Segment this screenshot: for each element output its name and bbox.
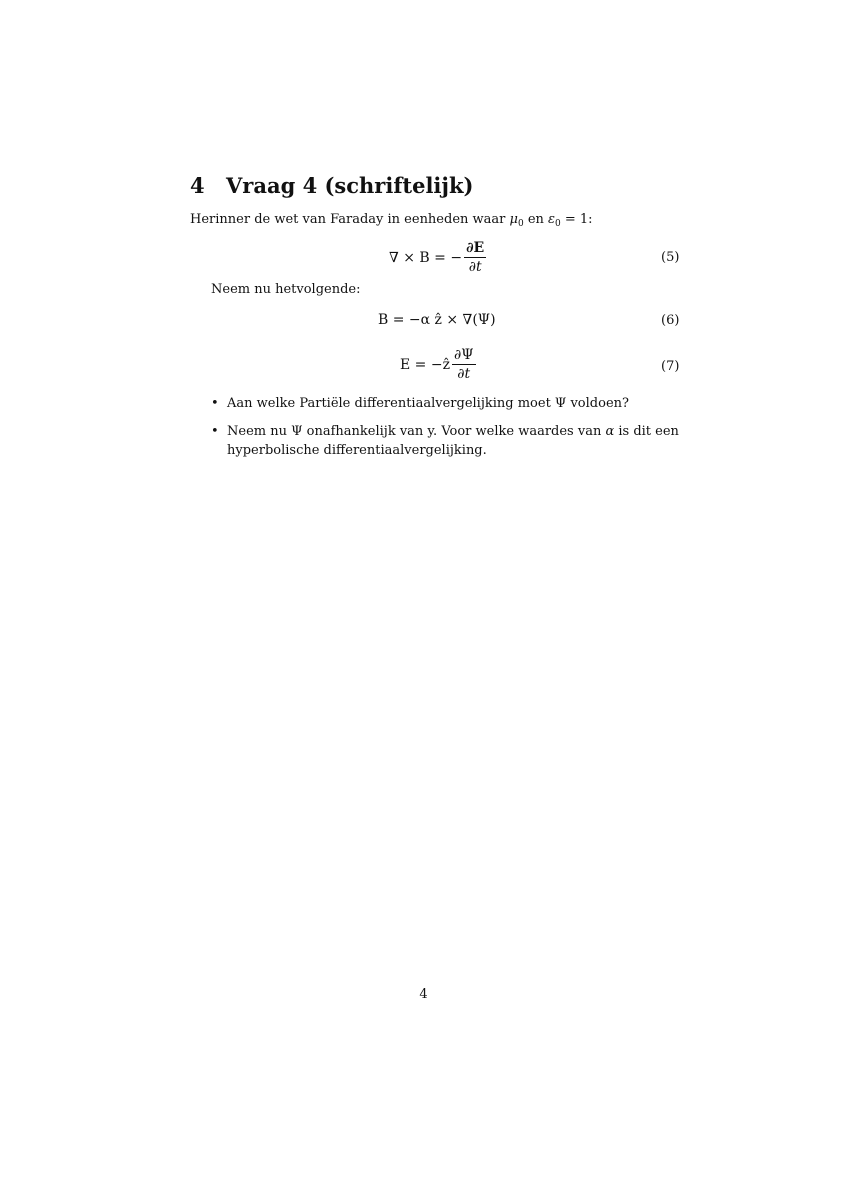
bullet-1-text-after: voldoen? [566,396,629,411]
equation-7-label: (7) [661,359,680,374]
equation-6-body: B = −α ẑ × ∇(Ψ) [378,312,496,328]
bullet-2-text-after: is dit een [614,424,679,439]
equation-5-label: (5) [661,250,680,265]
section-title: Vraag 4 (schriftelijk) [226,173,474,198]
alpha-symbol: α [605,424,615,439]
epsilon-symbol: ε [548,212,556,227]
equation-6 [378,312,496,328]
bullet-2-line-1 [227,422,692,441]
section-heading [190,173,473,198]
intro-paragraph [190,211,593,233]
bullet-2-text-mid: onafhankelijk van y. Voor welke waardes van [302,424,606,439]
equation-5 [389,240,488,275]
bullet-marker: • [211,396,219,411]
list-item [211,394,629,413]
equation-7-lhs: E = −ẑ [400,356,450,373]
equation-7-numerator: ∂Ψ [453,347,474,363]
bullet-2-text-before: Neem nu [227,424,292,439]
equation-7-denominator: ∂t [457,366,471,382]
equation-5-lhs: ∇ × B = − [389,249,463,266]
intro-text-mid: en [523,212,549,227]
equation-5-numerator: ∂E [466,240,485,256]
list-item [211,422,692,460]
equation-7-fraction [452,347,476,382]
bullet-marker: • [211,424,219,439]
mu-symbol: μ [509,212,518,227]
equation-6-label: (6) [661,313,680,328]
equation-5-denominator: ∂t [468,259,482,275]
psi-symbol: Ψ [291,424,303,439]
epsilon-subscript: 0 [555,219,561,229]
section-number: 4 [190,173,205,198]
psi-symbol: Ψ [554,396,567,411]
page-number: 4 [419,987,428,1002]
equation-7 [400,347,478,382]
intro-text-before: Herinner de wet van Faraday in eenheden waar [190,212,510,227]
neem-paragraph: Neem nu hetvolgende: [211,282,361,297]
bullet-2-line-2: hyperbolische differentiaalvergelijking. [227,443,487,458]
equation-5-fraction [464,240,486,275]
intro-text-after: = 1: [560,212,593,227]
bullet-1-text-before: Aan welke Partiële differentiaalvergelijking moet [227,396,555,411]
mu-subscript: 0 [517,219,524,229]
